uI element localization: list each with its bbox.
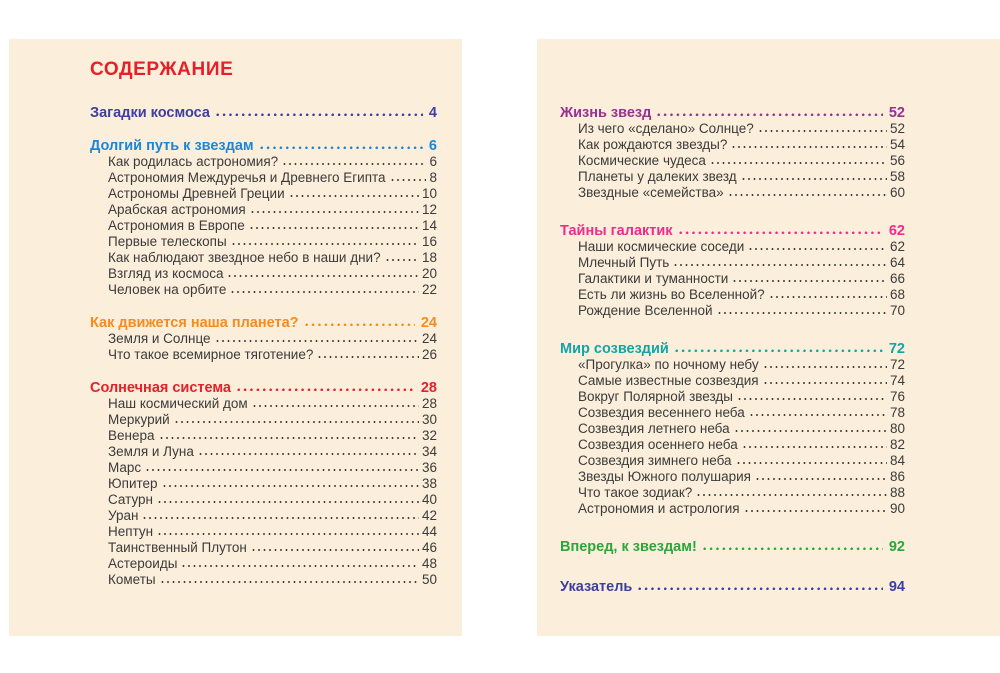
page-number: 74 <box>889 373 905 388</box>
toc-entry-label: Таинственный Плутон <box>108 540 247 555</box>
toc-entry-row <box>560 501 905 517</box>
toc-entry-row <box>90 572 437 588</box>
toc-entry-row <box>560 389 905 405</box>
toc-entry-row <box>560 485 905 501</box>
toc-section <box>560 579 905 595</box>
page-number: 46 <box>421 540 437 555</box>
page-number: 62 <box>888 223 905 239</box>
dotted-leader <box>252 548 419 552</box>
dotted-leader <box>158 500 419 504</box>
dotted-leader <box>175 420 419 424</box>
dotted-leader <box>158 532 419 536</box>
toc-entry-row <box>90 282 437 298</box>
toc-entry-row <box>560 303 905 319</box>
toc-entry-label: Как рождаются звезды? <box>578 137 728 152</box>
toc-entry-label: Уран <box>108 508 139 523</box>
page-number: 52 <box>889 121 905 136</box>
toc-sections-right <box>560 105 905 595</box>
toc-heading-label: Как движется наша планета? <box>90 315 299 331</box>
page-number: 8 <box>429 170 437 185</box>
toc-entry-row <box>560 239 905 255</box>
toc-entry-label: Наш космический дом <box>108 396 248 411</box>
right-page-content <box>560 105 905 595</box>
toc-heading-row <box>560 223 905 239</box>
page-number: 56 <box>889 153 905 168</box>
toc-entry-row <box>90 331 437 347</box>
toc-section <box>560 105 905 201</box>
toc-entry-row <box>560 121 905 137</box>
toc-entry-row <box>90 428 437 444</box>
toc-heading-label: Вперед, к звездам! <box>560 539 697 555</box>
dotted-leader <box>759 129 887 133</box>
toc-heading-row <box>90 138 437 154</box>
toc-entry-label: Созвездия летнего неба <box>578 421 730 436</box>
toc-entry-label: Земля и Луна <box>108 444 194 459</box>
toc-entry-label: Астрономия и астрология <box>578 501 740 516</box>
toc-heading-label: Мир созвездий <box>560 341 669 357</box>
toc-entry-label: Как родилась астрономия? <box>108 154 279 169</box>
dotted-leader <box>231 290 419 294</box>
page-number: 26 <box>421 347 437 362</box>
toc-entry-row <box>90 202 437 218</box>
dotted-leader <box>675 349 883 353</box>
dotted-leader <box>756 477 887 481</box>
dotted-leader <box>161 580 419 584</box>
left-page <box>9 39 462 636</box>
dotted-leader <box>251 210 419 214</box>
page-number: 64 <box>889 255 905 270</box>
toc-heading-row <box>90 105 437 121</box>
toc-entry-label: Земля и Солнце <box>108 331 211 346</box>
page-number: 42 <box>421 508 437 523</box>
page-number: 94 <box>888 579 905 595</box>
toc-heading-label: Тайны галактик <box>560 223 673 239</box>
dotted-leader <box>318 355 419 359</box>
dotted-leader <box>283 162 426 166</box>
dotted-leader <box>237 388 415 392</box>
right-page <box>537 39 1000 636</box>
toc-entry-label: Сатурн <box>108 492 154 507</box>
toc-section <box>560 539 905 555</box>
page-number: 48 <box>421 556 437 571</box>
dotted-leader <box>743 445 887 449</box>
page-number: 6 <box>429 154 437 169</box>
toc-entry-row <box>560 185 905 201</box>
toc-title: СОДЕРЖАНИЕ <box>90 59 234 80</box>
toc-entry-label: Космические чудеса <box>578 153 706 168</box>
toc-entry-label: Взгляд из космоса <box>108 266 224 281</box>
page-number: 30 <box>421 412 437 427</box>
toc-entry-label: Вокруг Полярной звезды <box>578 389 733 404</box>
toc-entry-row <box>560 421 905 437</box>
page-number: 44 <box>421 524 437 539</box>
dotted-leader <box>749 247 887 251</box>
page-number: 90 <box>889 501 905 516</box>
toc-entry-label: Созвездия зимнего неба <box>578 453 732 468</box>
left-page-content <box>90 59 437 588</box>
toc-entry-label: Как наблюдают звездное небо в наши дни? <box>108 250 381 265</box>
toc-entry-label: «Прогулка» по ночному небу <box>578 357 759 372</box>
dotted-leader <box>679 231 883 235</box>
page-number: 80 <box>889 421 905 436</box>
page-number: 50 <box>421 572 437 587</box>
toc-entry-row <box>560 357 905 373</box>
toc-heading-row <box>560 341 905 357</box>
toc-entry-label: Астрономы Древней Греции <box>108 186 285 201</box>
page-number: 60 <box>889 185 905 200</box>
dotted-leader <box>732 145 887 149</box>
dotted-leader <box>638 587 883 591</box>
dotted-leader <box>163 484 419 488</box>
page-number: 72 <box>889 357 905 372</box>
dotted-leader <box>305 323 415 327</box>
dotted-leader <box>182 564 419 568</box>
toc-entry-row <box>90 170 437 186</box>
toc-heading-row <box>560 579 905 595</box>
dotted-leader <box>199 452 419 456</box>
dotted-leader <box>738 397 887 401</box>
toc-entry-row <box>90 347 437 363</box>
toc-entry-row <box>560 437 905 453</box>
toc-entry-label: Рождение Вселенной <box>578 303 713 318</box>
dotted-leader <box>216 339 419 343</box>
toc-entry-label: Венера <box>108 428 155 443</box>
toc-heading-row <box>90 380 437 396</box>
page-number: 36 <box>421 460 437 475</box>
toc-entry-row <box>90 234 437 250</box>
page-number: 20 <box>421 266 437 281</box>
page-number: 24 <box>420 315 437 331</box>
toc-entry-label: Человек на орбите <box>108 282 227 297</box>
page-number: 58 <box>889 169 905 184</box>
toc-section <box>560 223 905 319</box>
dotted-leader <box>697 493 887 497</box>
toc-heading-label: Долгий путь к звездам <box>90 138 254 154</box>
dotted-leader <box>733 279 887 283</box>
page-number: 6 <box>428 138 437 154</box>
dotted-leader <box>742 177 887 181</box>
toc-entry-label: Звезды Южного полушария <box>578 469 751 484</box>
toc-entry-row <box>90 186 437 202</box>
page-number: 62 <box>889 239 905 254</box>
dotted-leader <box>735 429 887 433</box>
dotted-leader <box>250 226 419 230</box>
dotted-leader <box>260 146 423 150</box>
dotted-leader <box>711 161 887 165</box>
toc-entry-row <box>90 266 437 282</box>
toc-sections-left <box>90 105 437 588</box>
toc-entry-row <box>90 492 437 508</box>
toc-entry-label: Астрономия Междуречья и Древнего Египта <box>108 170 386 185</box>
toc-entry-label: Галактики и туманности <box>578 271 729 286</box>
toc-entry-label: Созвездия весеннего неба <box>578 405 745 420</box>
toc-entry-row <box>560 373 905 389</box>
toc-entry-label: Юпитер <box>108 476 158 491</box>
toc-section <box>90 315 437 363</box>
toc-entry-row <box>90 476 437 492</box>
toc-heading-label: Солнечная система <box>90 380 231 396</box>
dotted-leader <box>228 274 418 278</box>
dotted-leader <box>657 113 883 117</box>
dotted-leader <box>146 468 419 472</box>
toc-entry-row <box>560 405 905 421</box>
page-number: 68 <box>889 287 905 302</box>
toc-entry-label: Что такое зодиак? <box>578 485 693 500</box>
toc-entry-label: Что такое всемирное тяготение? <box>108 347 314 362</box>
dotted-leader <box>391 178 427 182</box>
toc-entry-row <box>90 250 437 266</box>
toc-entry-row <box>90 444 437 460</box>
toc-entry-label: Звездные «семейства» <box>578 185 724 200</box>
page-number: 72 <box>888 341 905 357</box>
page-number: 10 <box>421 186 437 201</box>
toc-section <box>560 341 905 517</box>
page-number: 82 <box>889 437 905 452</box>
toc-entry-row <box>90 508 437 524</box>
toc-heading-row <box>560 539 905 555</box>
dotted-leader <box>750 413 887 417</box>
toc-entry-row <box>560 469 905 485</box>
toc-entry-row <box>560 453 905 469</box>
toc-entry-row <box>90 154 437 170</box>
toc-heading-label: Загадки космоса <box>90 105 210 121</box>
toc-entry-label: Есть ли жизнь во Вселенной? <box>578 287 765 302</box>
dotted-leader <box>745 509 887 513</box>
page-number: 24 <box>421 331 437 346</box>
toc-heading-row <box>560 105 905 121</box>
toc-section <box>90 380 437 588</box>
toc-entry-row <box>90 556 437 572</box>
toc-entry-row <box>560 255 905 271</box>
dotted-leader <box>718 311 887 315</box>
toc-entry-label: Самые известные созвездия <box>578 373 759 388</box>
toc-section <box>90 105 437 121</box>
toc-section <box>90 138 437 298</box>
page-number: 86 <box>889 469 905 484</box>
toc-entry-row <box>90 218 437 234</box>
toc-entry-row <box>90 396 437 412</box>
page-number: 34 <box>421 444 437 459</box>
dotted-leader <box>770 295 887 299</box>
page-number: 38 <box>421 476 437 491</box>
toc-entry-row <box>560 153 905 169</box>
dotted-leader <box>160 436 419 440</box>
page-number: 76 <box>889 389 905 404</box>
toc-entry-row <box>560 137 905 153</box>
toc-entry-label: Нептун <box>108 524 154 539</box>
page-number: 40 <box>421 492 437 507</box>
dotted-leader <box>253 404 419 408</box>
dotted-leader <box>764 381 887 385</box>
page-number: 52 <box>888 105 905 121</box>
toc-entry-label: Марс <box>108 460 142 475</box>
page-number: 18 <box>421 250 437 265</box>
page-number: 88 <box>889 485 905 500</box>
page-number: 66 <box>889 271 905 286</box>
toc-entry-row <box>90 460 437 476</box>
dotted-leader <box>216 113 423 117</box>
page-number: 70 <box>889 303 905 318</box>
page-number: 14 <box>421 218 437 233</box>
toc-heading-label: Жизнь звезд <box>560 105 652 121</box>
toc-entry-row <box>560 169 905 185</box>
toc-entry-label: Наши космические соседи <box>578 239 745 254</box>
toc-heading-label: Указатель <box>560 579 633 595</box>
dotted-leader <box>764 365 887 369</box>
dotted-leader <box>290 194 419 198</box>
page-number: 16 <box>421 234 437 249</box>
page-number: 92 <box>888 539 905 555</box>
toc-entry-label: Астрономия в Европе <box>108 218 245 233</box>
toc-entry-row <box>560 271 905 287</box>
toc-entry-row <box>560 287 905 303</box>
toc-entry-label: Меркурий <box>108 412 170 427</box>
page-number: 4 <box>428 105 437 121</box>
toc-entry-label: Арабская астрономия <box>108 202 246 217</box>
toc-entry-label: Созвездия осеннего неба <box>578 437 738 452</box>
toc-entry-label: Кометы <box>108 572 156 587</box>
page-number: 28 <box>421 396 437 411</box>
page-number: 32 <box>421 428 437 443</box>
page-number: 84 <box>889 453 905 468</box>
page-number: 12 <box>421 202 437 217</box>
toc-entry-row <box>90 412 437 428</box>
dotted-leader <box>703 547 883 551</box>
toc-entry-row <box>90 524 437 540</box>
dotted-leader <box>232 242 419 246</box>
toc-entry-label: Планеты у далеких звезд <box>578 169 737 184</box>
toc-entry-label: Млечный Путь <box>578 255 670 270</box>
dotted-leader <box>729 193 887 197</box>
toc-entry-label: Астероиды <box>108 556 178 571</box>
dotted-leader <box>674 263 887 267</box>
page-number: 22 <box>421 282 437 297</box>
dotted-leader <box>143 516 419 520</box>
toc-entry-label: Первые телескопы <box>108 234 227 249</box>
dotted-leader <box>386 258 419 262</box>
dotted-leader <box>737 461 887 465</box>
page-number: 54 <box>889 137 905 152</box>
page-number: 28 <box>420 380 437 396</box>
toc-entry-row <box>90 540 437 556</box>
toc-heading-row <box>90 315 437 331</box>
toc-entry-label: Из чего «сделано» Солнце? <box>578 121 754 136</box>
page-number: 78 <box>889 405 905 420</box>
